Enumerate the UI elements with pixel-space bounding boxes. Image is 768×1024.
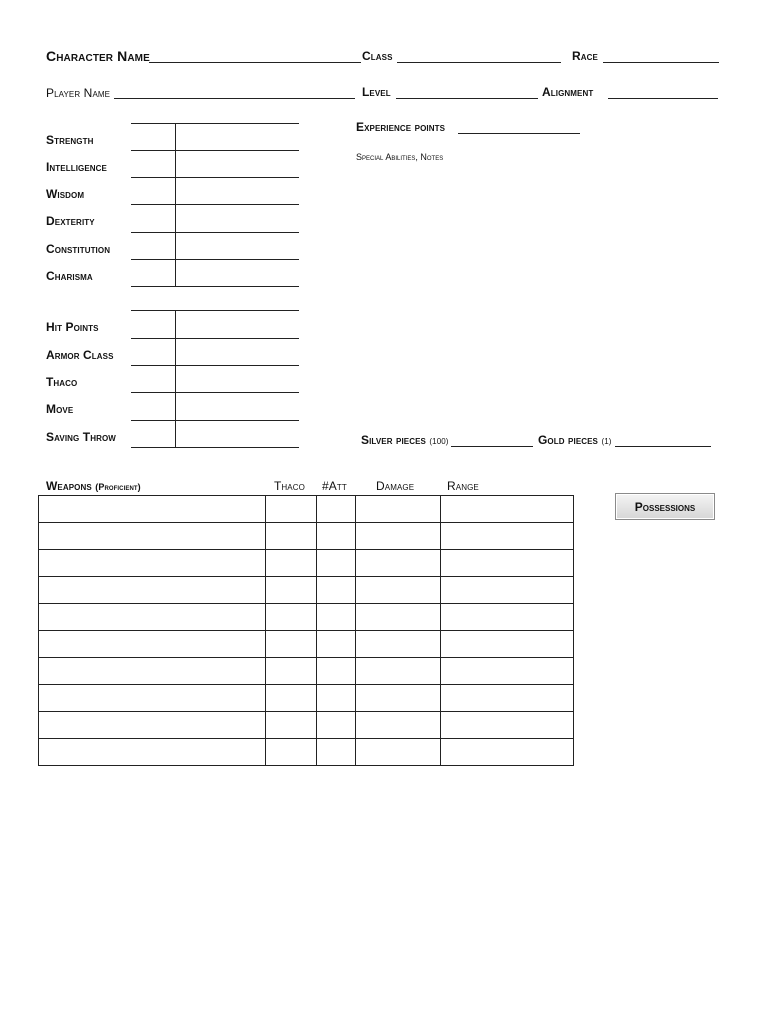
weapons-title-text: Weapons (46, 479, 92, 493)
weapon-damage-cell[interactable] (356, 604, 441, 631)
weapon-name-cell[interactable] (39, 577, 266, 604)
weapon-damage-cell[interactable] (356, 577, 441, 604)
combat-label-saving-throw: Saving Throw (46, 430, 116, 444)
ability-label-dexterity: Dexterity (46, 214, 95, 228)
weapon-range-cell[interactable] (441, 523, 574, 550)
weapons-table (38, 495, 574, 766)
combat-label-thaco: Thaco (46, 375, 78, 389)
gold-pieces-rate: (1) (601, 437, 612, 446)
weapon-range-cell[interactable] (441, 496, 574, 523)
weapon-att-cell[interactable] (317, 685, 356, 712)
weapon-damage-cell[interactable] (356, 712, 441, 739)
weapon-damage-cell[interactable] (356, 496, 441, 523)
weapon-thaco-cell[interactable] (266, 550, 317, 577)
weapons-col-att: #Att (322, 479, 347, 493)
ability-label-intelligence: Intelligence (46, 160, 107, 174)
combat-label-move: Move (46, 402, 74, 416)
weapon-name-cell[interactable] (39, 685, 266, 712)
weapon-range-cell[interactable] (441, 550, 574, 577)
ability-label-constitution: Constitution (46, 242, 111, 256)
weapon-att-cell[interactable] (317, 712, 356, 739)
weapon-range-cell[interactable] (441, 631, 574, 658)
weapon-name-cell[interactable] (39, 712, 266, 739)
gold-pieces-label (538, 433, 612, 447)
weapon-damage-cell[interactable] (356, 685, 441, 712)
weapon-thaco-cell[interactable] (266, 496, 317, 523)
weapon-name-cell[interactable] (39, 631, 266, 658)
weapon-att-cell[interactable] (317, 523, 356, 550)
weapon-thaco-cell[interactable] (266, 658, 317, 685)
table-row (39, 604, 574, 631)
weapon-damage-cell[interactable] (356, 739, 441, 766)
weapon-att-cell[interactable] (317, 604, 356, 631)
level-label: Level (362, 85, 391, 99)
weapon-damage-cell[interactable] (356, 550, 441, 577)
table-row (39, 712, 574, 739)
weapon-thaco-cell[interactable] (266, 523, 317, 550)
character-name-field[interactable] (149, 62, 361, 63)
ability-label-charisma: Charisma (46, 269, 93, 283)
race-label: Race (572, 49, 598, 63)
weapon-name-cell[interactable] (39, 523, 266, 550)
weapon-name-cell[interactable] (39, 496, 266, 523)
weapons-col-range: Range (447, 479, 479, 493)
weapons-title-note: (Proficient) (95, 482, 141, 492)
class-label: Class (362, 49, 393, 63)
character-name-label: Character Name (46, 48, 150, 64)
weapon-range-cell[interactable] (441, 604, 574, 631)
alignment-field[interactable] (608, 98, 718, 99)
table-row (39, 631, 574, 658)
table-row (39, 739, 574, 766)
combat-label-hit-points: Hit Points (46, 320, 99, 334)
weapon-name-cell[interactable] (39, 658, 266, 685)
table-row (39, 658, 574, 685)
player-name-label: Player Name (46, 86, 111, 100)
silver-pieces-text: Silver pieces (361, 433, 426, 447)
table-row (39, 523, 574, 550)
ability-label-wisdom: Wisdom (46, 187, 85, 201)
weapon-range-cell[interactable] (441, 712, 574, 739)
weapon-att-cell[interactable] (317, 739, 356, 766)
table-row (39, 685, 574, 712)
weapon-range-cell[interactable] (441, 685, 574, 712)
possessions-button[interactable]: Possessions (615, 493, 715, 520)
experience-points-field[interactable] (458, 133, 580, 134)
weapon-att-cell[interactable] (317, 631, 356, 658)
weapon-thaco-cell[interactable] (266, 577, 317, 604)
weapon-damage-cell[interactable] (356, 523, 441, 550)
gold-pieces-text: Gold pieces (538, 433, 598, 447)
table-row (39, 496, 574, 523)
weapon-thaco-cell[interactable] (266, 604, 317, 631)
silver-pieces-field[interactable] (451, 446, 533, 447)
weapon-damage-cell[interactable] (356, 631, 441, 658)
weapon-att-cell[interactable] (317, 577, 356, 604)
weapon-name-cell[interactable] (39, 739, 266, 766)
special-abilities-label: Special Abilities, Notes (356, 152, 444, 162)
gold-pieces-field[interactable] (615, 446, 711, 447)
weapon-range-cell[interactable] (441, 658, 574, 685)
weapon-att-cell[interactable] (317, 658, 356, 685)
weapons-col-thaco: Thaco (274, 479, 305, 493)
combat-label-armor-class: Armor Class (46, 348, 114, 362)
race-field[interactable] (603, 62, 719, 63)
experience-points-label: Experience points (356, 120, 446, 134)
weapon-thaco-cell[interactable] (266, 631, 317, 658)
weapon-thaco-cell[interactable] (266, 712, 317, 739)
ability-label-strength: Strength (46, 133, 94, 147)
weapons-col-damage: Damage (376, 479, 415, 493)
player-name-field[interactable] (114, 98, 355, 99)
weapon-att-cell[interactable] (317, 550, 356, 577)
silver-pieces-rate: (100) (429, 437, 449, 446)
weapon-att-cell[interactable] (317, 496, 356, 523)
class-field[interactable] (397, 62, 561, 63)
alignment-label: Alignment (542, 85, 594, 99)
table-row (39, 577, 574, 604)
weapon-range-cell[interactable] (441, 739, 574, 766)
weapon-range-cell[interactable] (441, 577, 574, 604)
weapon-thaco-cell[interactable] (266, 739, 317, 766)
level-field[interactable] (396, 98, 538, 99)
weapon-thaco-cell[interactable] (266, 685, 317, 712)
silver-pieces-label (361, 433, 449, 447)
weapon-name-cell[interactable] (39, 604, 266, 631)
table-row (39, 550, 574, 577)
weapons-title (46, 479, 141, 493)
weapon-damage-cell[interactable] (356, 658, 441, 685)
weapon-name-cell[interactable] (39, 550, 266, 577)
